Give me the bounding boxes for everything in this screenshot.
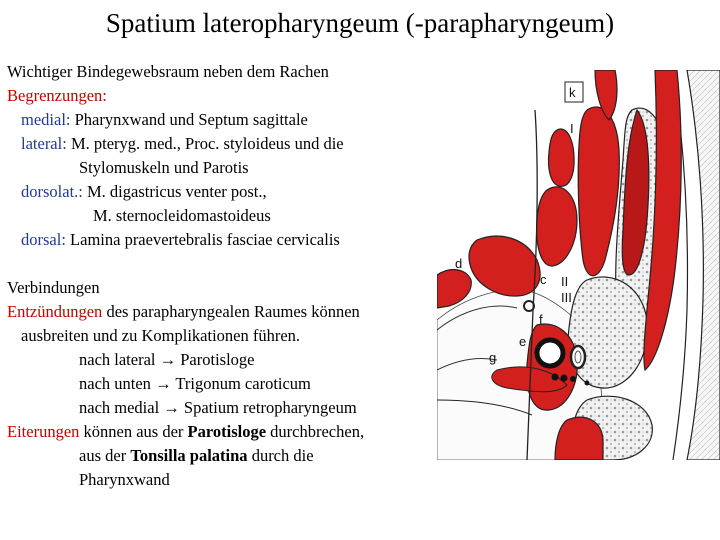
- nerve-dot-3: [570, 376, 576, 382]
- figure-label-f: f: [539, 312, 543, 327]
- arrow-right-icon: →: [155, 374, 172, 393]
- suppuration-text-4: durch die: [247, 446, 314, 465]
- boundary-lateral-text: M. pteryg. med., Proc. styloideus und die: [66, 134, 344, 153]
- internal-carotid-artery: [537, 340, 563, 366]
- suppuration-bold-tonsilla: Tonsilla palatina: [130, 446, 248, 465]
- figure-label-roman-one: I: [570, 121, 574, 136]
- boundary-lateral-cont: Stylomuskeln und Parotis: [79, 158, 249, 177]
- route-lateral-target: Parotisloge: [176, 350, 255, 369]
- muscle-pterygoid: [578, 107, 619, 276]
- figure-label-d: d: [455, 256, 463, 271]
- boundary-lateral-label: lateral:: [21, 134, 67, 153]
- suppuration-text-3: aus der: [79, 446, 131, 465]
- boundary-dorsolat-label: dorsolat.:: [21, 182, 83, 201]
- suppuration-label: Eiterungen: [7, 422, 80, 441]
- internal-jugular-vein: [571, 346, 585, 368]
- muscle-styloglossus: [537, 187, 577, 266]
- intro-line: Wichtiger Bindegewebsraum neben dem Rachen: [7, 62, 329, 81]
- anatomical-cross-section-figure: [437, 70, 720, 460]
- page-title: Spatium lateropharyngeum (-parapharyngeum): [105, 8, 615, 38]
- route-medial-target: Spatium retropharyngeum: [179, 398, 357, 417]
- route-down-target: Trigonum caroticum: [171, 374, 311, 393]
- arrow-right-icon: →: [159, 350, 177, 369]
- boundary-dorsal-label: dorsal:: [21, 230, 66, 249]
- nerve-dot-1: [552, 374, 559, 381]
- route-medial-label: nach medial: [79, 398, 160, 417]
- suppuration-bold-parotisloge: Parotisloge: [187, 422, 267, 441]
- inflammation-label: Entzündungen: [7, 302, 103, 321]
- muscle-stylopharyngeus: [548, 129, 574, 186]
- boundary-dorsolat: [7, 180, 447, 204]
- spacer: [7, 252, 447, 276]
- route-lateral-label: nach lateral: [79, 350, 156, 369]
- boundary-dorsal-text: Lamina praevertebralis fasciae cervicalis: [65, 230, 340, 249]
- suppuration-line-3: Pharynxwand: [79, 470, 170, 489]
- inflammation-line: [7, 300, 447, 324]
- figure-label-k: k: [569, 85, 576, 100]
- boundaries-heading: Begrenzungen:: [7, 86, 107, 105]
- boundary-dorsolat-cont: M. sternocleidomastoideus: [93, 206, 271, 225]
- suppuration-text-1: können aus der: [79, 422, 188, 441]
- route-down: [7, 372, 447, 396]
- inflammation-text: des parapharyngealen Raumes können: [102, 302, 360, 321]
- figure-label-c: c: [540, 272, 547, 287]
- skin-layer: [687, 70, 720, 460]
- figure-label-roman-three: III: [561, 290, 572, 305]
- route-down-label: nach unten: [79, 374, 151, 393]
- figure-label-g: g: [489, 350, 497, 365]
- boundary-medial-label: medial:: [21, 110, 71, 129]
- gland-lobe-lower: [568, 277, 647, 388]
- connections-heading: Verbindungen: [7, 278, 100, 297]
- boundary-dorsal: [7, 228, 447, 252]
- route-medial: [7, 396, 447, 420]
- figure-label-e: e: [519, 334, 527, 349]
- text-body: [7, 60, 447, 492]
- figure-label-roman-two: II: [561, 274, 569, 289]
- inflammation-line-cont: ausbreiten und zu Komplikationen führen.: [21, 326, 301, 345]
- arrow-right-icon: →: [163, 398, 180, 417]
- boundary-dorsolat-text: M. digastricus venter post.,: [82, 182, 267, 201]
- muscle-pharyngeal-constrictor: [469, 236, 540, 296]
- boundary-lateral: [7, 132, 447, 156]
- boundary-medial: [7, 108, 447, 132]
- nerve-dot-4: [585, 381, 590, 386]
- route-lateral: [7, 348, 447, 372]
- suppuration-line: [7, 420, 447, 444]
- suppuration-line-2: [7, 444, 447, 468]
- nerve-dot-2: [561, 375, 568, 382]
- anatomy-illustration: [437, 70, 720, 460]
- boundary-medial-text: Pharynxwand und Septum sagittale: [70, 110, 308, 129]
- suppuration-text-2: durchbrechen,: [266, 422, 365, 441]
